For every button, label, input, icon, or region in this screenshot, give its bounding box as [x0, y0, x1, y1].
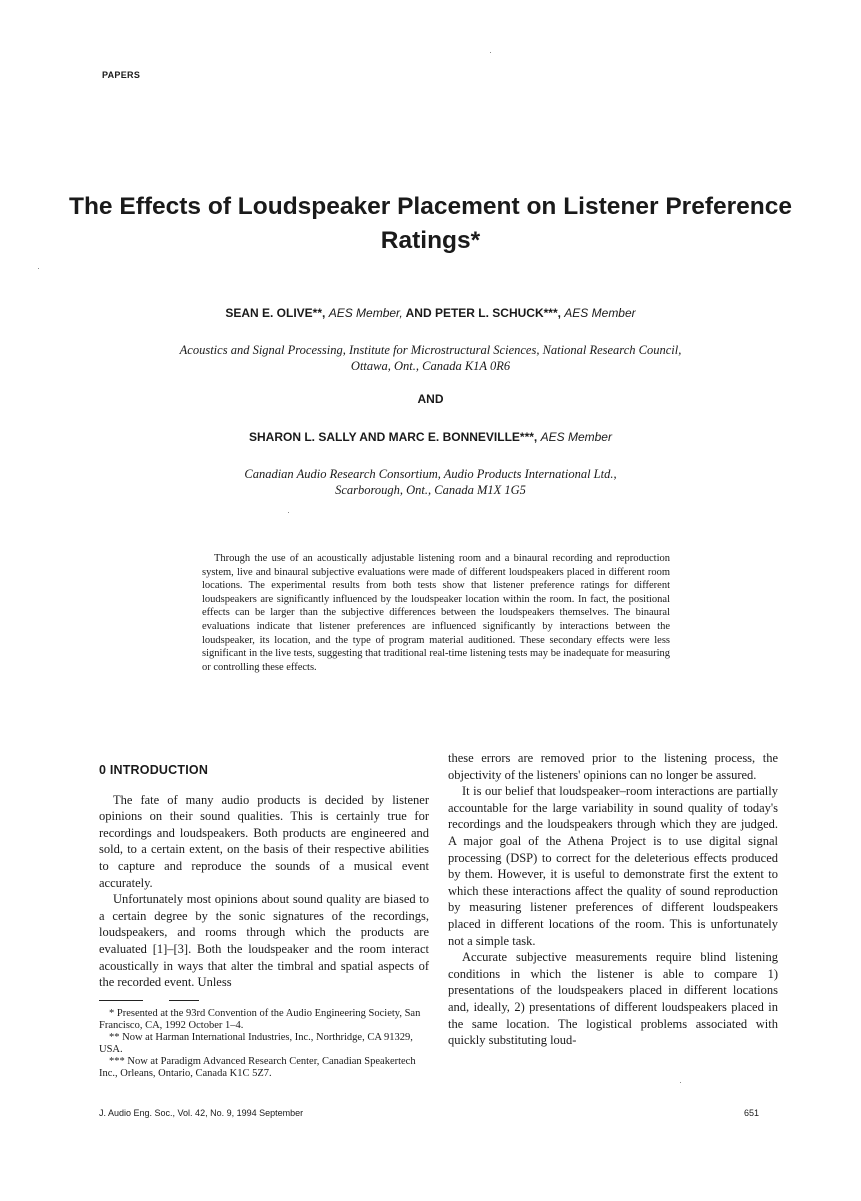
affiliation-line: Ottawa, Ont., Canada K1A 0R6 — [350, 359, 511, 373]
right-column — [448, 750, 778, 1049]
paragraph: The fate of many audio products is decided by listener opinions on their sound qualities. This is certainly true for recordings and loudspeakers. Both products are engineered and sold, to a certain extent, on the basis of their respective abilities to capture and reproduce the sounds of a musical event accurately. — [99, 792, 429, 890]
scan-speck — [288, 512, 289, 513]
section-label: PAPERS — [102, 70, 141, 80]
author-role: AES Member — [564, 306, 636, 320]
footnote: ** Now at Harman International Industries, Inc., Northridge, CA 91329, USA. — [99, 1032, 413, 1055]
affiliation-1 — [60, 342, 801, 374]
section-heading-introduction: 0 INTRODUCTION — [99, 763, 209, 777]
paragraph: It is our belief that loudspeaker–room interactions are partially accountable for the large variability in sound quality of today's recordings and the loudspeakers through which they are judged. A major goal of the Athena Project is to use digital signal processing (DSP) to correct for the deleterious effects produced by them. However, it is useful to demonstrate first the extent to which these interactions affect the quality of sound reproduction by measuring listener preferences of different loudspeakers placed in different locations of the room. This is unfortunately not a simple task. — [448, 784, 778, 948]
author-olive: SEAN E. OLIVE**, — [225, 306, 329, 320]
author-role: AES Member, — [328, 306, 403, 320]
scan-speck — [680, 1082, 681, 1083]
footnotes — [99, 1008, 429, 1080]
author-line-1 — [60, 306, 801, 320]
author-line-2 — [60, 430, 801, 444]
author-role: AES Member — [540, 430, 612, 444]
paragraph: these errors are removed prior to the listening process, the objectivity of the listeners' opinions can no longer be assured. — [448, 751, 778, 782]
author-schuck: AND PETER L. SCHUCK***, — [402, 306, 565, 320]
affiliation-2 — [60, 466, 801, 498]
author-sally-bonneville: SHARON L. SALLY AND MARC E. BONNEVILLE***, — [249, 430, 541, 444]
footnote: * Presented at the 93rd Convention of the Audio Engineering Society, San Francisco, CA, 1992 October 1–4. — [99, 1008, 421, 1031]
paper-title: The Effects of Loudspeaker Placement on Listener Preference Ratings* — [69, 193, 792, 254]
footer-journal-citation: J. Audio Eng. Soc., Vol. 42, No. 9, 1994 September — [99, 1108, 304, 1118]
paragraph: Unfortunately most opinions about sound quality are biased to a certain degree by the sonic signatures of the recordings, loudspeakers, and rooms through which the products are evaluated [1]–[3]. Both the loudspeaker and the room interact acoustically in ways that alter the timbral and spatial aspects of the recorded event. Unless — [99, 892, 429, 990]
paragraph: Accurate subjective measurements require blind listening conditions in which the listener is able to compare 1) presentations of the loudspeakers placed in different locations and, ideally, 2) presentations of different loudspeakers placed in the same location. The logistical problems associated with quickly substituting loud- — [448, 950, 778, 1048]
affiliation-line: Canadian Audio Research Consortium, Audio Products International Ltd., — [244, 467, 617, 481]
abstract: Through the use of an acoustically adjustable listening room and a binaural recording and reproduction system, live and binaural subjective evaluations were made of different loudspeakers placed in different room locations. The experimental results from both tests show that listener preference ratings for different loudspeakers are significantly influenced by the loudspeaker location within the room. In fact, the positional effects can be larger than the subjective differences between the loudspeakers themselves. The binaural evaluations indicate that listener preferences are influenced significantly by interactions between the loudspeaker, its location, and the type of program material auditioned. These secondary effects were less significant in the live tests, suggesting that traditional real-time listening tests may be inadequate for measuring or controlling these effects. — [202, 553, 670, 673]
footnote: *** Now at Paradigm Advanced Research Center, Canadian Speakertech Inc., Orleans, Ontario, Canada K1C 5Z7. — [99, 1056, 416, 1079]
scan-speck — [38, 268, 39, 269]
page-number: 651 — [744, 1108, 760, 1118]
and-separator: AND — [417, 392, 444, 406]
footnote-divider — [99, 1000, 209, 1002]
scan-speck — [490, 52, 491, 53]
left-column — [99, 762, 429, 991]
affiliation-line: Acoustics and Signal Processing, Institute for Microstructural Sciences, National Research Council, — [179, 343, 682, 357]
affiliation-line: Scarborough, Ont., Canada M1X 1G5 — [335, 483, 526, 497]
